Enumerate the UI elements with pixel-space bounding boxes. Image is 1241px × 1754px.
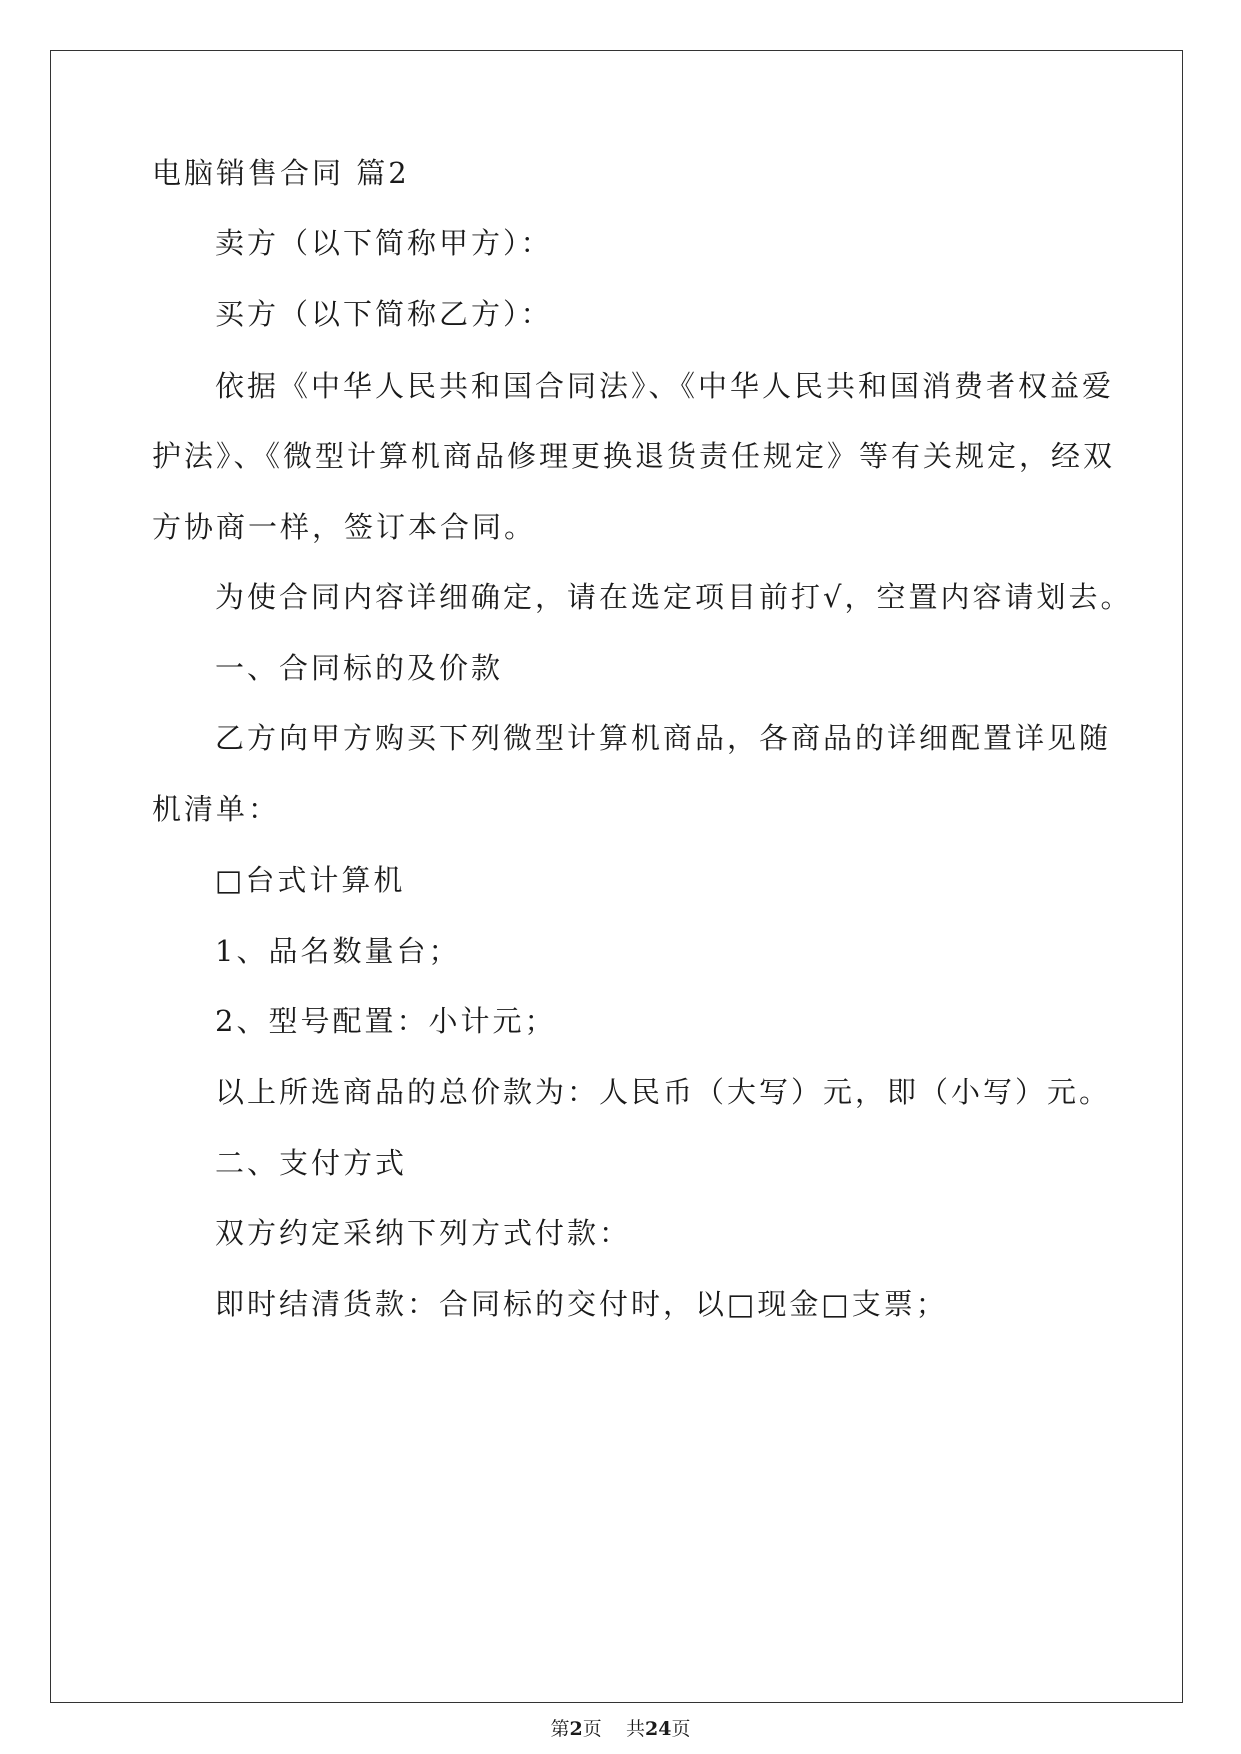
paragraph-instruction: 为使合同内容详细确定，请在选定项目前打√，空置内容请划去。	[215, 580, 1133, 614]
paragraph-basis-line3: 方协商一样，签订本合同。	[152, 510, 537, 544]
paragraph-purchase-line1: 乙方向甲方购买下列微型计算机商品，各商品的详细配置详见随	[215, 721, 1112, 755]
footer-total-pages: 24	[644, 1718, 672, 1740]
paragraph-buyer: 买方（以下简称乙方）：	[215, 297, 553, 331]
paragraph-seller: 卖方（以下简称甲方）：	[215, 226, 553, 260]
section-heading-2: 二、支付方式	[215, 1146, 408, 1180]
paragraph-purchase-line2: 机清单：	[152, 792, 281, 826]
section-heading-1: 一、合同标的及价款	[215, 651, 504, 685]
footer-page-prefix: 第	[550, 1718, 570, 1740]
footer-total-prefix: 共	[625, 1718, 645, 1740]
list-item-2: 2、型号配置：小计元；	[215, 1004, 557, 1038]
footer-total-suffix: 页	[671, 1718, 691, 1740]
paragraph-payment-intro: 双方约定采纳下列方式付款：	[215, 1216, 632, 1250]
list-item-1: 1、品名数量台；	[215, 934, 461, 968]
paragraph-basis-line2: 护法》、《微型计算机商品修理更换退货责任规定》等有关规定，经双	[152, 439, 1116, 473]
document-title: 电脑销售合同 篇2	[152, 156, 410, 190]
page-footer	[0, 1717, 1241, 1741]
paragraph-basis-line1: 依据《中华人民共和国合同法》、《中华人民共和国消费者权益爱	[215, 369, 1115, 403]
paragraph-total-price: 以上所选商品的总价款为：人民币（大写）元，即（小写）元。	[215, 1075, 1112, 1109]
paragraph-payment-immediate: 即时结清货款：合同标的交付时，以□现金□支票；	[215, 1287, 948, 1321]
footer-page-number: 2	[569, 1718, 583, 1740]
footer-page-suffix: 页	[582, 1718, 602, 1740]
checkbox-item-desktop: □台式计算机	[215, 863, 406, 897]
